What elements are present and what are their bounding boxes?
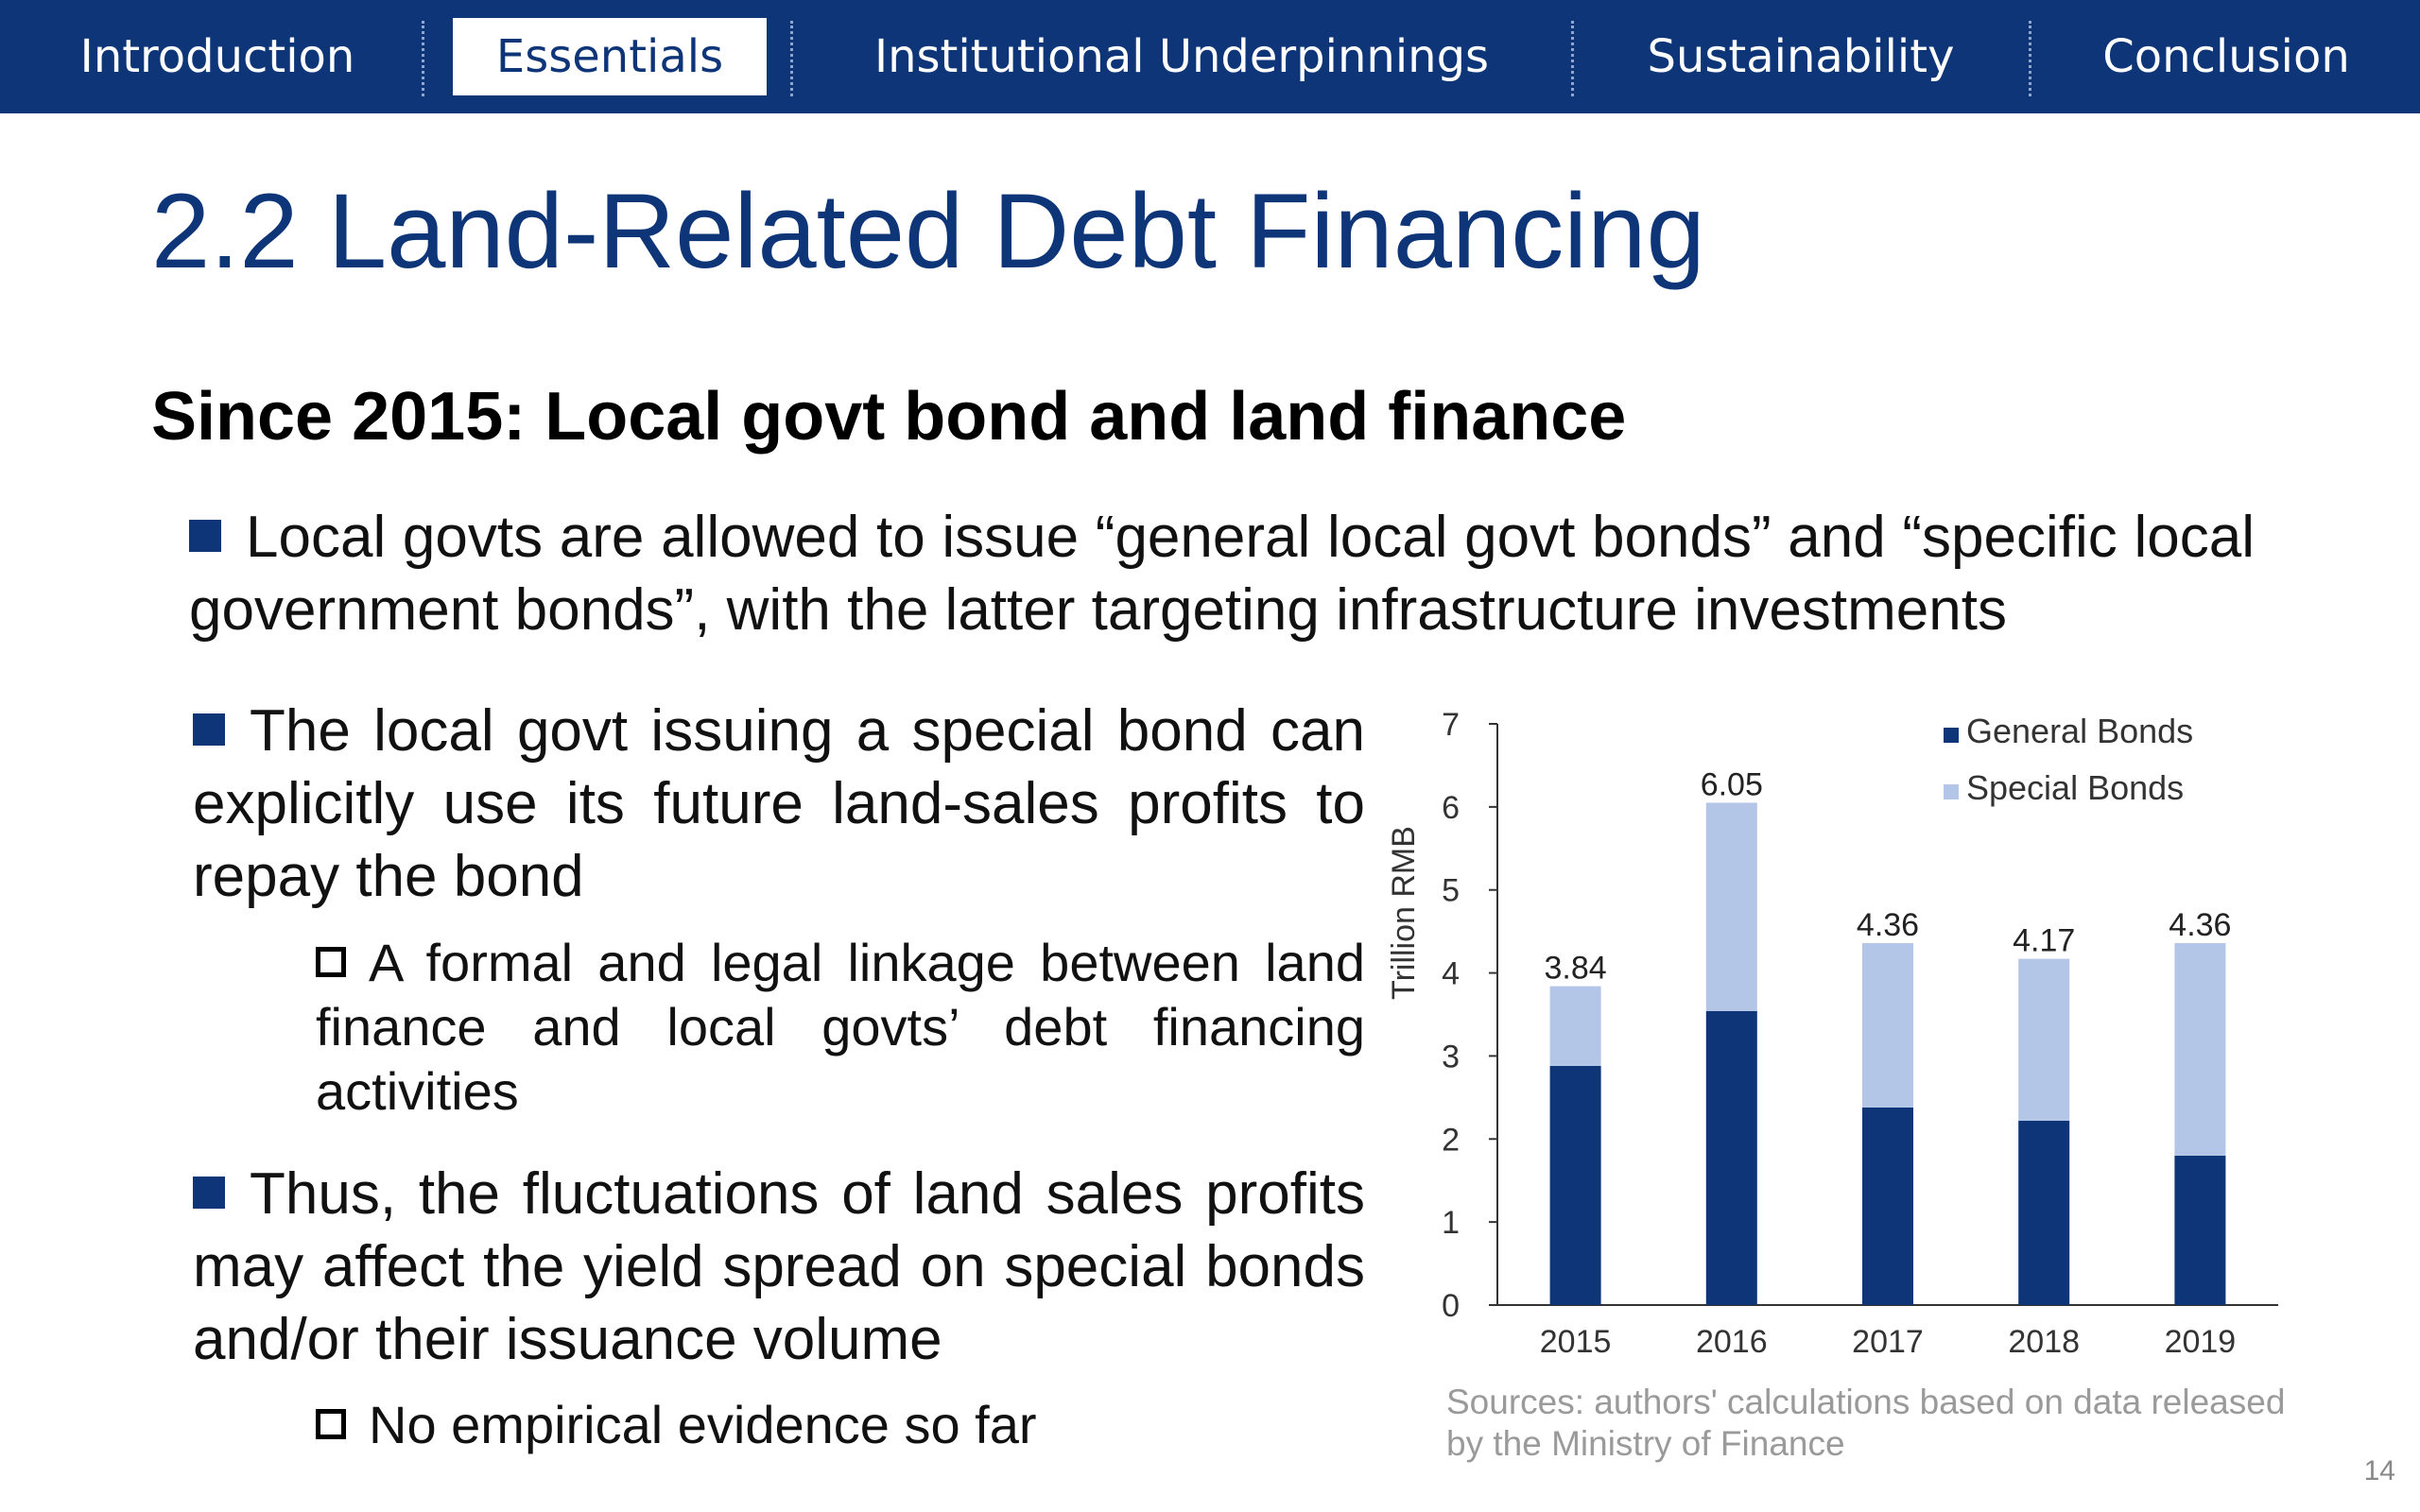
nav-divider	[1571, 21, 1574, 96]
nav-tab-introduction[interactable]: Introduction	[79, 30, 355, 83]
bar-special-bonds	[2018, 959, 2069, 1121]
nav-divider	[790, 21, 793, 96]
page-title: 2.2 Land-Related Debt Financing	[151, 172, 1705, 290]
sub-bullet-no-evidence	[316, 1393, 1356, 1457]
hollow-square-icon	[316, 947, 346, 977]
y-tick-label: 3	[1442, 1039, 1460, 1075]
y-tick-label: 4	[1442, 955, 1460, 992]
bullet-text: The local govt issuing a special bond can explicitly use its future land-sales profits to repay the bond	[193, 698, 1365, 909]
nav-tab-conclusion[interactable]: Conclusion	[2102, 30, 2350, 83]
bullet-local-govt-bonds	[189, 501, 2255, 646]
bullet-square-icon	[193, 1177, 225, 1209]
sub-bullet-text: A formal and legal linkage between land finance and local govts’ debt financing activities	[316, 933, 1365, 1121]
legend-swatch-special-bonds	[1944, 784, 1959, 799]
bar-total-label: 4.17	[2013, 922, 2076, 959]
bond-issuance-chart	[1380, 699, 2325, 1361]
chart-source-note: Sources: authors' calculations based on data released by the Ministry of Finance	[1446, 1383, 2286, 1463]
section-subtitle: Since 2015: Local govt bond and land finance	[151, 379, 1627, 455]
bullet-square-icon	[193, 713, 225, 746]
x-tick-label: 2018	[2008, 1324, 2081, 1360]
nav-divider	[422, 21, 424, 96]
bullet-square-icon	[189, 520, 221, 552]
bar-total-label: 4.36	[1856, 906, 1920, 943]
bar-general-bonds	[1862, 1108, 1913, 1305]
y-tick-label: 5	[1442, 872, 1460, 909]
y-tick-label: 0	[1442, 1288, 1460, 1324]
bar-total-label: 6.05	[1700, 766, 1763, 803]
hollow-square-icon	[316, 1409, 346, 1439]
y-tick-label: 6	[1442, 789, 1460, 826]
nav-tab-essentials[interactable]: Essentials	[453, 18, 767, 95]
sub-bullet-text: No empirical evidence so far	[369, 1395, 1037, 1454]
y-tick-label: 2	[1442, 1122, 1460, 1159]
x-tick-label: 2017	[1852, 1324, 1924, 1360]
legend-label-general-bonds: General Bonds	[1966, 712, 2194, 750]
nav-tab-institutional-underpinnings[interactable]: Institutional Underpinnings	[873, 30, 1490, 83]
bar-general-bonds	[2018, 1121, 2069, 1305]
bar-total-label: 3.84	[1544, 950, 1607, 987]
x-tick-label: 2016	[1695, 1324, 1768, 1360]
x-tick-label: 2015	[1539, 1324, 1612, 1360]
bullet-text: Thus, the fluctuations of land sales profits may affect the yield spread on special bonds and/or their issuance volume	[193, 1161, 1365, 1372]
sub-bullet-formal-linkage	[316, 931, 1365, 1124]
x-tick-label: 2019	[2164, 1324, 2237, 1360]
bar-total-label: 4.36	[2169, 906, 2232, 943]
bar-special-bonds	[1550, 987, 1601, 1066]
bar-special-bonds	[2174, 943, 2225, 1156]
y-tick-label: 1	[1442, 1205, 1460, 1242]
bar-special-bonds	[1706, 802, 1757, 1011]
nav-tab-sustainability[interactable]: Sustainability	[1647, 30, 1955, 83]
y-axis-label: Trillion RMB	[1386, 826, 1422, 1000]
bullet-special-bond-repayment	[193, 695, 1365, 913]
y-tick-label: 7	[1442, 707, 1460, 743]
legend-swatch-general-bonds	[1944, 728, 1959, 743]
bullet-fluctuations	[193, 1158, 1365, 1376]
legend-label-special-bonds: Special Bonds	[1966, 768, 2185, 807]
page-number: 14	[2363, 1455, 2395, 1486]
bullet-text: Local govts are allowed to issue “general local govt bonds” and “specific local government bonds”, with the latter targeting infrastructure investments	[189, 505, 2255, 643]
top-nav-bar	[0, 0, 2420, 113]
bar-general-bonds	[1550, 1066, 1601, 1305]
bar-general-bonds	[2174, 1156, 2225, 1305]
bar-special-bonds	[1862, 943, 1913, 1108]
bar-general-bonds	[1706, 1011, 1757, 1305]
nav-divider	[2029, 21, 2031, 96]
